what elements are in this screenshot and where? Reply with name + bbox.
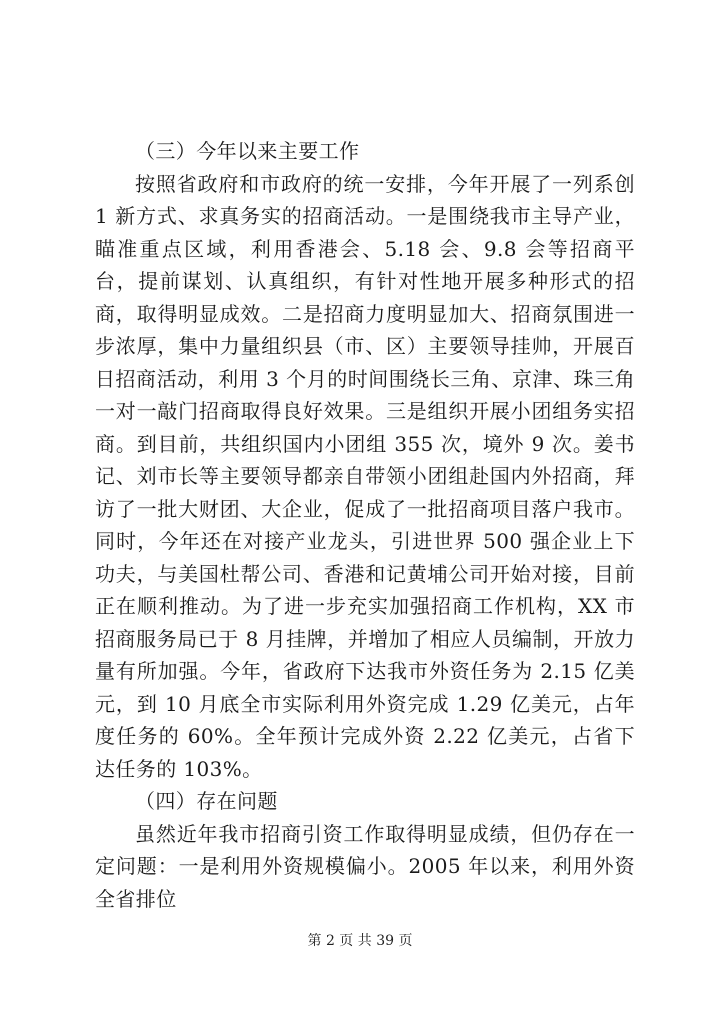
page-footer: 第 2 页 共 39 页 [307, 933, 413, 949]
document-body [95, 135, 635, 915]
section-heading-3: （三）今年以来主要工作 [135, 139, 360, 163]
section-heading-4: （四）存在问题 [135, 789, 278, 813]
section-paragraph-3: 按照省政府和市政府的统一安排，今年开展了一列系创 1 新方式、求真务实的招商活动。一是围绕我市主导产业，瞄准重点区域，利用香港会、5.18 会、9.8 会等招商平台，提前谋划、认真组织，有针对性地开展多种形式的招商，取得明显成效。二是招商力度明显加大、招商氛围进一步浓厚，集中力量组织县（市、区）主要领导挂帅，开展百日招商活动，利用 3 个月的时间围绕长三角、京津、珠三角一对一敲门招商取得良好效果。三是组织开展小团组务实招商。到目前，共组织国内小团组 355 次，境外 9 次。姜书记、刘市长等主要领导都亲自带领小团组赴国内外招商，拜访了一批大财团、大企业，促成了一批招商项目落户我市。同时，今年还在对接产业龙头，引进世界 500 强企业上下功夫，与美国杜帮公司、香港和记黄埔公司开始对接，目前正在顺利推动。为了进一步充实加强招商工作机构，XX 市招商服务局已于 8 月挂牌，并增加了相应人员编制，开放力量有所加强。今年，省政府下达我市外资任务为 2.15 亿美元，到 10 月底全市实际利用外资完成 1.29 亿美元，占年度任务的 60%。全年预计完成外资 2.22 亿美元，占省下达任务的 103%。 [95, 171, 635, 781]
section-paragraph-4: 虽然近年我市招商引资工作取得明显成绩，但仍存在一定问题：一是利用外资规模偏小。2005 年以来，利用外资全省排位 [95, 821, 635, 911]
